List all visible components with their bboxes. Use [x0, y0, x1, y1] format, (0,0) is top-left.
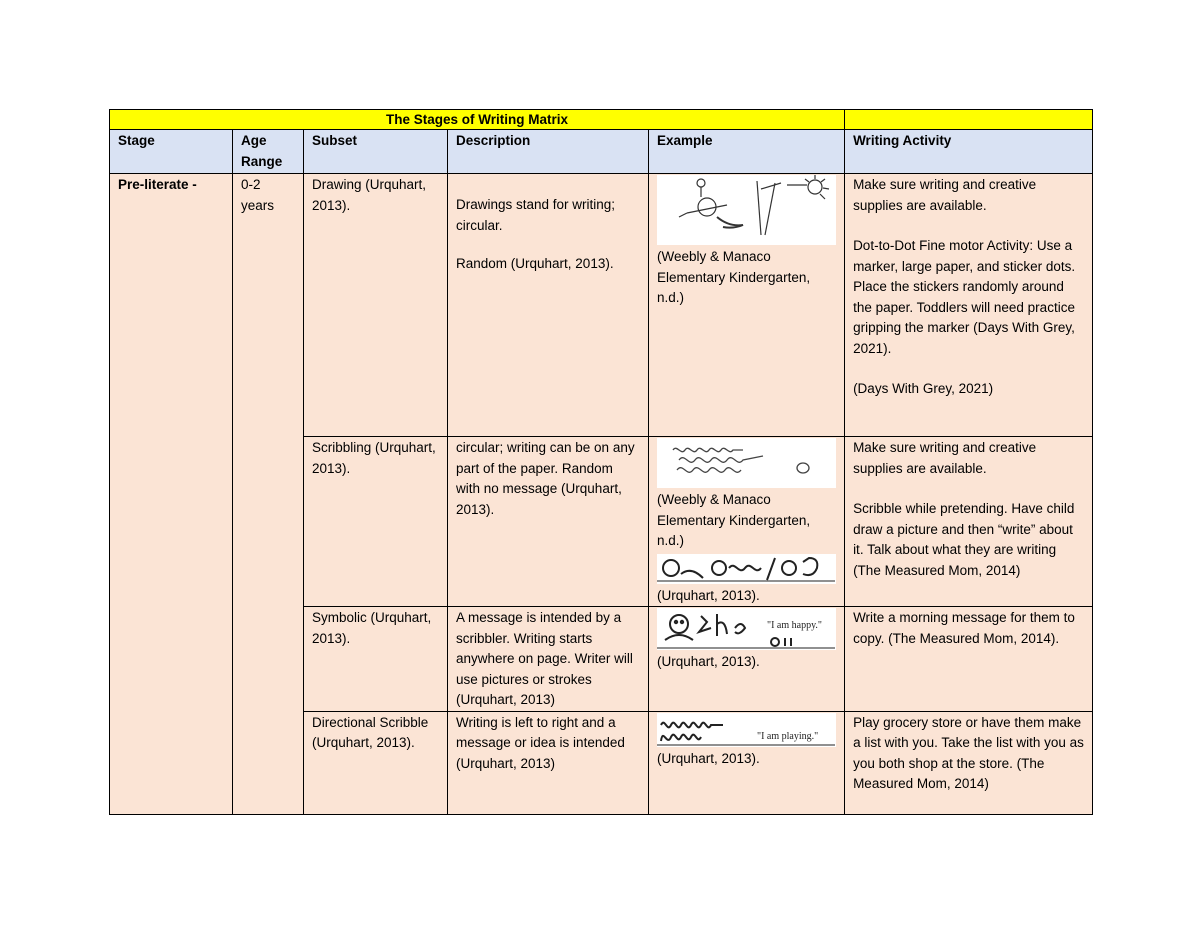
stages-of-writing-table — [109, 109, 1093, 815]
subset-cell: Directional Scribble (Urquhart, 2013). — [304, 711, 448, 814]
description-cell: circular; writing can be on any part of the paper. Random with no message (Urquhart, 2013). — [448, 437, 649, 607]
activity-citation: (Days With Grey, 2021) — [853, 381, 994, 396]
directional-quote-text: "I am playing." — [757, 730, 819, 742]
example-caption: (Urquhart, 2013). — [657, 587, 760, 603]
header-stage: Stage — [110, 130, 233, 174]
header-age-range: Age Range — [233, 130, 304, 174]
activity-text: Scribble while pretending. Have child draw a picture and then “write” about it. Talk about what they are writing (The Measured Mom, 2014) — [853, 501, 1075, 578]
activity-text: Make sure writing and creative supplies are available. — [853, 440, 1037, 476]
example-caption: (Weebly & Manaco Elementary Kindergarten, n.d.) — [657, 249, 811, 305]
description-text: Drawings stand for writing; circular. — [456, 197, 616, 233]
symbolic-quote-text: "I am happy." — [767, 620, 822, 631]
symbolic-writing-image — [657, 608, 836, 650]
activity-text: Dot-to-Dot Fine motor Activity: Use a marker, large paper, and sticker dots. Place the stickers randomly around the paper. Toddlers will need practice gripping the marker (Days With Grey, 2021). — [853, 238, 1076, 356]
subset-cell: Symbolic (Urquhart, 2013). — [304, 607, 448, 712]
header-subset: Subset — [304, 130, 448, 174]
header-row — [110, 130, 1093, 174]
description-cell: A message is intended by a scribbler. Writing starts anywhere on page. Writer will use pictures or strokes (Urquhart, 2013) — [448, 607, 649, 712]
example-cell — [649, 174, 845, 437]
example-caption: (Weebly & Manaco Elementary Kindergarten, n.d.) — [657, 492, 811, 548]
scribble-image — [657, 438, 836, 488]
example-cell — [649, 711, 845, 814]
stage-cell: Pre-literate - — [110, 174, 233, 815]
activity-text: Make sure writing and creative supplies are available. — [853, 177, 1037, 213]
child-drawing-image — [657, 175, 836, 245]
description-cell: Writing is left to right and a message or idea is intended (Urquhart, 2013) — [448, 711, 649, 814]
example-caption: (Urquhart, 2013). — [657, 654, 760, 669]
directional-scribble-image — [657, 713, 836, 747]
age-range-cell: 0-2 years — [233, 174, 304, 815]
table-row-drawing — [110, 174, 1093, 437]
header-description: Description — [448, 130, 649, 174]
scribble-image-2 — [657, 554, 836, 584]
example-caption: (Urquhart, 2013). — [657, 750, 760, 766]
writing-activity-cell — [845, 437, 1093, 607]
table-title: The Stages of Writing Matrix — [110, 110, 845, 130]
example-cell — [649, 437, 845, 607]
description-text: Random (Urquhart, 2013). — [456, 256, 614, 271]
subset-cell: Drawing (Urquhart, 2013). — [304, 174, 448, 437]
example-cell — [649, 607, 845, 712]
header-writing-activity: Writing Activity — [845, 130, 1093, 174]
writing-activity-cell: Write a morning message for them to copy. (The Measured Mom, 2014). — [845, 607, 1093, 712]
description-cell — [448, 174, 649, 437]
subset-cell: Scribbling (Urquhart, 2013). — [304, 437, 448, 607]
writing-activity-cell — [845, 174, 1093, 437]
header-example: Example — [649, 130, 845, 174]
writing-activity-cell: Play grocery store or have them make a list with you. Take the list with you as you both shop at the store. (The Measured Mom, 2014) — [845, 711, 1093, 814]
title-blank-cell — [845, 110, 1093, 130]
